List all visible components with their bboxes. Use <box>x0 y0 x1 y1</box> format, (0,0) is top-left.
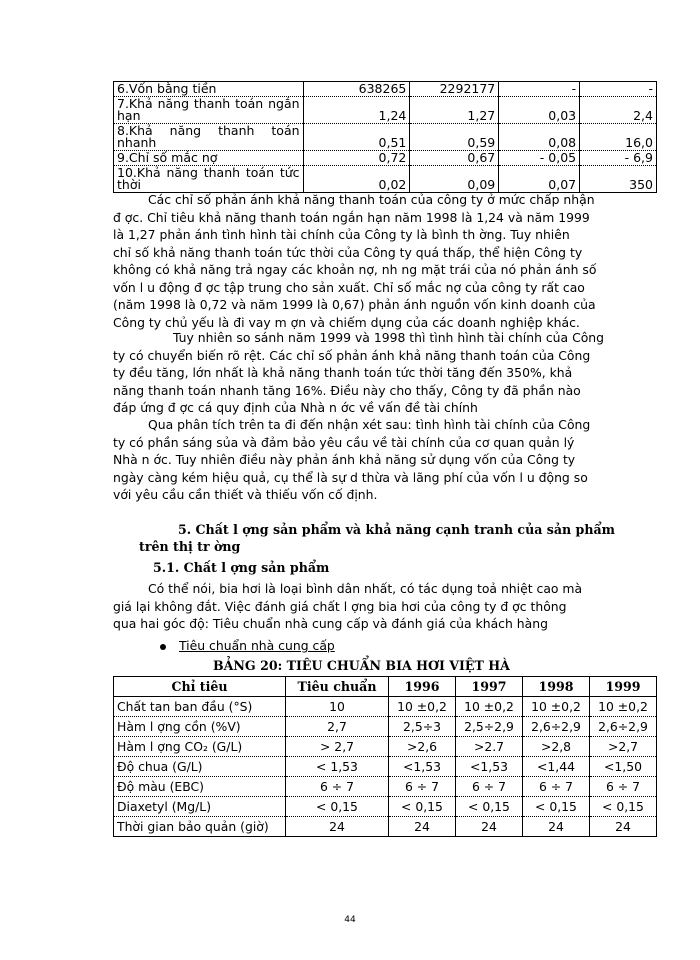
value-cell: 2,6÷2,9 <box>523 717 590 737</box>
value-cell: > 2,7 <box>286 737 389 757</box>
row-value: 0,09 <box>410 166 499 193</box>
bullet-item <box>160 638 335 653</box>
row-value: 350 <box>580 166 657 193</box>
value-cell: <1,44 <box>523 757 590 777</box>
text-line: giá lại không đắt. Việc đánh giá chất l ợng bia hơi của công ty đ ợc thông <box>113 598 567 614</box>
row-value: 0,02 <box>303 166 410 193</box>
column-header: Tiêu chuẩn <box>286 677 389 697</box>
table-row <box>114 777 657 797</box>
value-cell: >2.7 <box>456 737 523 757</box>
row-value: 1,27 <box>410 97 499 124</box>
table-row <box>114 151 657 166</box>
column-header: 1996 <box>389 677 456 697</box>
value-cell: < 0,15 <box>523 797 590 817</box>
row-value: - <box>580 82 657 97</box>
value-cell: 10 <box>286 697 389 717</box>
row-value: 0,59 <box>410 124 499 151</box>
value-cell: 24 <box>523 817 590 837</box>
beer-standard-table <box>113 676 657 837</box>
text-line: (năm 1998 là 0,72 và năm 1999 là 0,67) phản ánh nguồn vốn kinh doanh của <box>113 297 596 312</box>
paragraph-4 <box>113 580 657 633</box>
value-cell: < 0,15 <box>456 797 523 817</box>
column-header: 1999 <box>590 677 657 697</box>
criterion-cell: Chất tan ban đầu (°S) <box>114 697 286 717</box>
value-cell: 6 ÷ 7 <box>523 777 590 797</box>
text-line: ty đều tăng, lớn nhất là khả năng thanh toán tức thời tăng đến 350%, khả <box>113 365 573 380</box>
text-line: Qua phân tích trên ta đi đến nhận xét sau: tình hình tài chính của Công <box>148 417 591 432</box>
row-label: 7.Khả năng thanh toán ngắn hạn <box>114 97 304 124</box>
text-line: đáp ứng đ ợc cá quy định của Nhà n ớc về vấn đề tài chính <box>113 400 478 415</box>
table-row <box>114 717 657 737</box>
row-value: 0,72 <box>303 151 410 166</box>
table-row <box>114 124 657 151</box>
value-cell: 24 <box>389 817 456 837</box>
value-cell: <1,53 <box>389 757 456 777</box>
value-cell: >2,6 <box>389 737 456 757</box>
row-value: 2,4 <box>580 97 657 124</box>
text-line: năng thanh toán nhanh tăng 16%. Điều này cho thấy, Công ty đã phần nào <box>113 382 581 398</box>
bullet-text: Tiêu chuẩn nhà cung cấp <box>179 638 335 653</box>
text-line: là 1,27 phản ánh tình hình tài chính của Công ty là bình th ờng. Tuy nhiên <box>113 227 570 242</box>
table-20-title: BẢNG 20: TIÊU CHUẨN BIA HƠI VIỆT HÀ <box>213 658 510 673</box>
text-line: ty có chuyển biến rõ rệt. Các chỉ số phản ánh khả năng thanh toán của Công <box>113 347 591 363</box>
criterion-cell: Hàm l ợng CO₂ (G/L) <box>114 737 286 757</box>
row-value: 16,0 <box>580 124 657 151</box>
value-cell: 6 ÷ 7 <box>389 777 456 797</box>
text-line: chỉ số khả năng thanh toán tức thời của Công ty quá thấp, thể hiện Công ty <box>113 244 583 260</box>
value-cell: 6 ÷ 7 <box>286 777 389 797</box>
value-cell: < 0,15 <box>389 797 456 817</box>
value-cell: >2,8 <box>523 737 590 757</box>
value-cell: <1,53 <box>456 757 523 777</box>
column-header: 1997 <box>456 677 523 697</box>
text-line: Công ty chủ yếu là đi vay m ợn và chiếm dụng của các doanh nghiệp khác. <box>113 314 580 330</box>
value-cell: < 0,15 <box>590 797 657 817</box>
page-number: 44 <box>344 915 356 925</box>
row-value: 0,51 <box>303 124 410 151</box>
table-row <box>114 817 657 837</box>
value-cell: >2,7 <box>590 737 657 757</box>
criterion-cell: Độ màu (EBC) <box>114 777 286 797</box>
row-value: - 6,9 <box>580 151 657 166</box>
paragraph-2 <box>113 329 657 417</box>
table-header-row <box>114 677 657 697</box>
criterion-cell: Thời gian bảo quản (giờ) <box>114 817 286 837</box>
row-value: 0,07 <box>499 166 580 193</box>
row-value: 2292177 <box>410 82 499 97</box>
paragraph-1 <box>113 191 657 331</box>
row-value: 0,67 <box>410 151 499 166</box>
bullet-icon <box>160 644 166 650</box>
value-cell: 6 ÷ 7 <box>590 777 657 797</box>
row-value: - 0,05 <box>499 151 580 166</box>
value-cell: 10 ±0,2 <box>389 697 456 717</box>
value-cell: 24 <box>590 817 657 837</box>
ratios-table <box>113 81 657 193</box>
text-line: ngày càng kém hiệu quả, cụ thể là sự d thừa và lãng phí của vốn l u động so <box>113 469 588 485</box>
value-cell: 2,5÷2,9 <box>456 717 523 737</box>
value-cell: <1,50 <box>590 757 657 777</box>
value-cell: 10 ±0,2 <box>523 697 590 717</box>
text-line: Có thể nói, bia hơi là loại bình dân nhất, có tác dụng toả nhiệt cao mà <box>148 581 583 596</box>
text-line: qua hai góc độ: Tiêu chuẩn nhà cung cấp và đánh giá của khách hàng <box>113 616 548 631</box>
paragraph-3 <box>113 416 657 504</box>
table-row <box>114 737 657 757</box>
row-value: - <box>499 82 580 97</box>
text-line: không có khả năng trả ngay các khoản nợ, nh ng mặt trái của nó phản ánh số <box>113 262 597 277</box>
text-line: Nhà n ớc. Tuy nhiên điều này phản ánh khả năng sử dụng vốn của Công ty <box>113 452 576 467</box>
table-row <box>114 697 657 717</box>
column-header: 1998 <box>523 677 590 697</box>
criterion-cell: Hàm l ợng cồn (%V) <box>114 717 286 737</box>
value-cell: 24 <box>456 817 523 837</box>
row-label: 8.Khả năng thanh toán nhanh <box>114 124 304 151</box>
text-line: với yêu cầu cần thiết và thiếu vốn cố định. <box>113 487 378 502</box>
criterion-cell: Diaxetyl (Mg/L) <box>114 797 286 817</box>
value-cell: 2,5÷3 <box>389 717 456 737</box>
table-row <box>114 797 657 817</box>
text-line: đ ợc. Chỉ tiêu khả năng thanh toán ngắn hạn năm 1998 là 1,24 và năm 1999 <box>113 209 590 225</box>
value-cell: 10 ±0,2 <box>590 697 657 717</box>
table-row <box>114 166 657 193</box>
row-label: 9.Chỉ số mắc nợ <box>114 151 304 166</box>
value-cell: 6 ÷ 7 <box>456 777 523 797</box>
value-cell: 2,6÷2,9 <box>590 717 657 737</box>
table-row <box>114 97 657 124</box>
row-value: 638265 <box>303 82 410 97</box>
value-cell: 10 ±0,2 <box>456 697 523 717</box>
criterion-cell: Độ chua (G/L) <box>114 757 286 777</box>
row-value: 1,24 <box>303 97 410 124</box>
row-label: 10.Khả năng thanh toán tức thời <box>114 166 304 193</box>
section-5-heading-line2: trên thị tr ờng <box>139 539 241 554</box>
text-line: ty có phần sáng sủa và đảm bảo yêu cầu về tài chính của cơ quan quản lý <box>113 434 575 450</box>
column-header: Chỉ tiêu <box>114 677 286 697</box>
text-line: Các chỉ số phản ánh khả năng thanh toán của công ty ở mức chấp nhận <box>148 192 595 207</box>
value-cell: 2,7 <box>286 717 389 737</box>
row-value: 0,03 <box>499 97 580 124</box>
value-cell: < 0,15 <box>286 797 389 817</box>
table-row <box>114 757 657 777</box>
section-5-1-heading: 5.1. Chất l ợng sản phẩm <box>153 560 330 575</box>
value-cell: < 1,53 <box>286 757 389 777</box>
text-line: vốn l u động đ ợc tập trung cho sản xuất. Chỉ số mắc nợ của công ty rất cao <box>113 279 585 295</box>
value-cell: 24 <box>286 817 389 837</box>
section-5-heading-line1: 5. Chất l ợng sản phẩm và khả năng cạnh tranh của sản phẩm <box>178 522 616 537</box>
row-label: 6.Vốn bằng tiền <box>114 82 304 97</box>
text-line: Tuy nhiên so sánh năm 1999 và 1998 thì tình hình tài chính của Công <box>173 330 605 345</box>
row-value: 0,08 <box>499 124 580 151</box>
table-row <box>114 82 657 97</box>
